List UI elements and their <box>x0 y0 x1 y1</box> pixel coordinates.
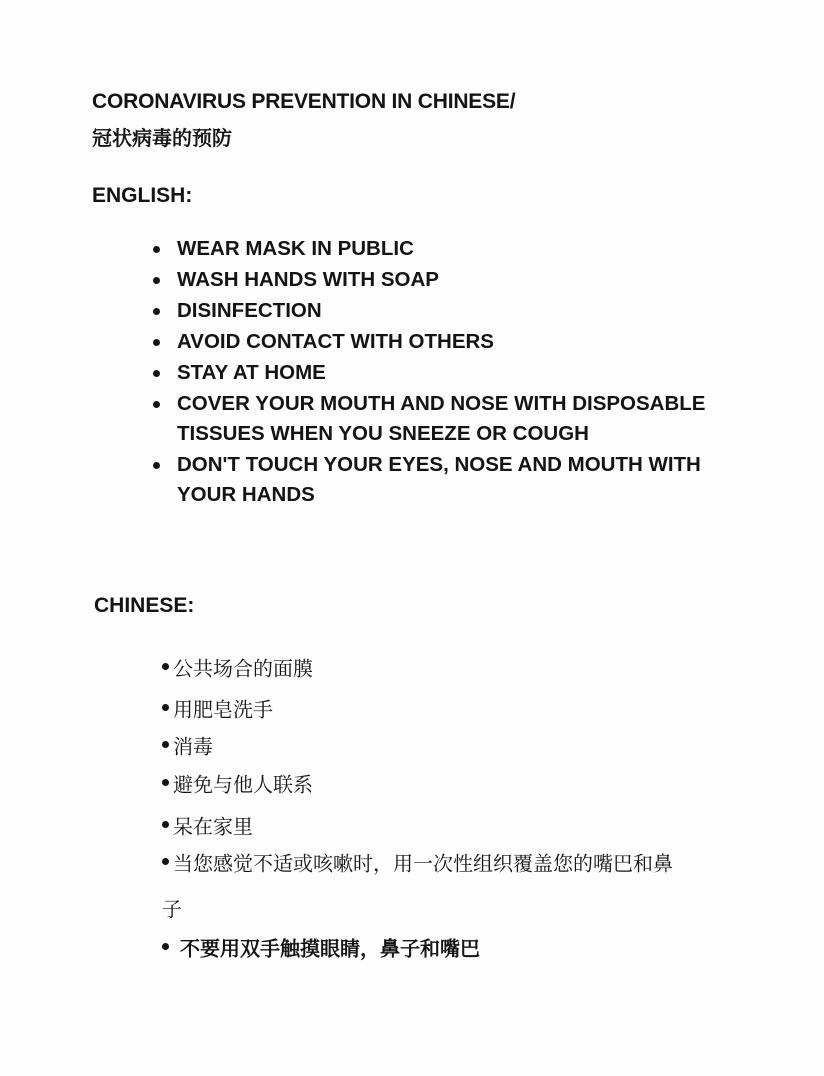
list-item-text: DISINFECTION <box>177 299 322 322</box>
bullet-icon <box>153 308 160 315</box>
list-item-text: 公共场合的面膜 <box>173 656 313 681</box>
list-item-continuation: 子 <box>162 897 182 921</box>
bullet-icon <box>162 858 169 865</box>
list-item <box>150 327 710 357</box>
list-item-text: DON'T TOUCH YOUR EYES, NOSE AND MOUTH WITH YOUR HANDS <box>177 453 701 506</box>
list-item-text: 用肥皂洗手 <box>173 697 273 722</box>
list-item <box>150 389 710 449</box>
bullet-icon <box>153 339 160 346</box>
document-title: CORONAVIRUS PREVENTION IN CHINESE/ <box>92 90 516 113</box>
bullet-icon <box>162 704 169 711</box>
list-item-text: 不要用双手触摸眼睛，鼻子和嘴巴 <box>173 936 480 961</box>
list-item <box>162 769 313 799</box>
list-item-text: COVER YOUR MOUTH AND NOSE WITH DISPOSABLE TISSUES WHEN YOU SNEEZE OR COUGH <box>177 392 706 445</box>
list-item <box>162 653 313 683</box>
list-item <box>150 296 710 326</box>
bullet-icon <box>162 943 169 950</box>
list-item-text: 当您感觉不适或咳嗽时，用一次性组织覆盖您的嘴巴和鼻 <box>173 851 673 876</box>
list-item <box>162 848 673 878</box>
list-item <box>162 731 213 761</box>
bullet-icon <box>162 741 169 748</box>
bullet-icon <box>153 277 160 284</box>
list-item-text: AVOID CONTACT WITH OTHERS <box>177 330 494 353</box>
list-item <box>162 811 253 841</box>
list-item-text: 避免与他人联系 <box>173 772 313 797</box>
document-title-chinese: 冠状病毒的预防 <box>92 126 232 150</box>
list-item <box>150 234 710 264</box>
english-list <box>150 234 710 511</box>
bullet-icon <box>153 462 160 469</box>
bullet-icon <box>153 246 160 253</box>
list-item <box>150 358 710 388</box>
list-item <box>162 933 480 963</box>
bullet-icon <box>153 401 160 408</box>
list-item <box>162 694 273 724</box>
list-item <box>150 265 710 295</box>
list-item-text: WASH HANDS WITH SOAP <box>177 268 439 291</box>
bullet-icon <box>153 370 160 377</box>
bullet-icon <box>162 663 169 670</box>
list-item <box>150 450 710 510</box>
bullet-icon <box>162 779 169 786</box>
list-item-text: STAY AT HOME <box>177 361 326 384</box>
english-heading: ENGLISH: <box>92 184 193 207</box>
bullet-icon <box>162 821 169 828</box>
list-item-text: WEAR MASK IN PUBLIC <box>177 237 414 260</box>
chinese-heading: CHINESE: <box>94 594 195 617</box>
list-item-text: 呆在家里 <box>173 814 253 839</box>
list-item-text: 消毒 <box>173 734 213 759</box>
